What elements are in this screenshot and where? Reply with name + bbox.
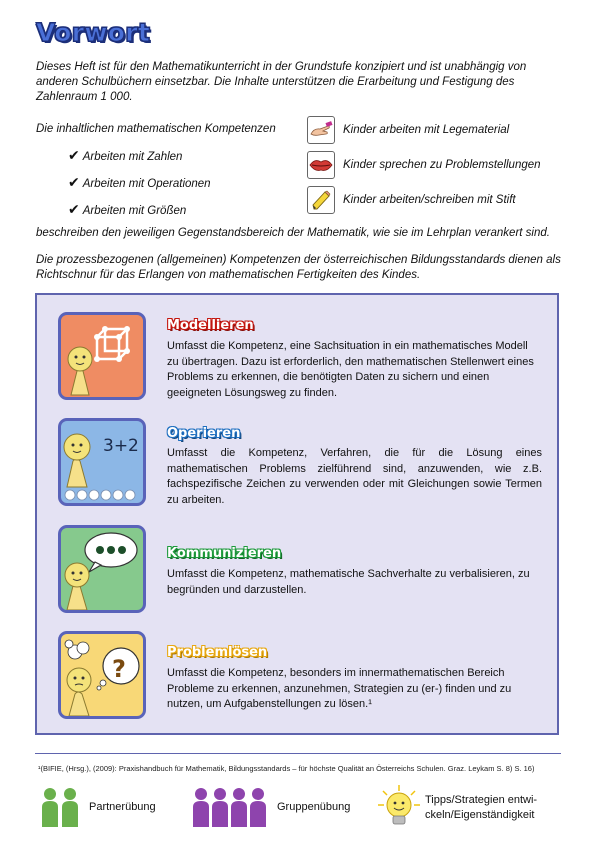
competence-item: ✔ Arbeiten mit Größen (68, 201, 187, 217)
competence-text: Umfasst die Kompetenz, eine Sachsituation in ein mathematisches Modell zu übertragen. Dazu ist erforderlich, den mathematischen Stellenwert eines Problems zu erkennen, die benötigten Daten zu sichern und einen geeigneten Lösungsweg zu finden. (167, 340, 534, 399)
description-paragraph: Die prozessbezogenen (allgemeinen) Kompetenzen der österreichischen Bildungsstandards dienen als Richtschnur für das Erlangen von mathematischen Fertigkeiten des Kindes. (36, 254, 561, 281)
footnote: ¹(BIFIE, (Hrsg.), (2009): Praxishandbuch für Mathematik, Bildungsstandards – für höchste Qualität an Österreichs Schulen. Graz. Leykam S. 8) S. 16) (38, 764, 535, 773)
question-mark: ? (112, 655, 126, 683)
competence-heading: Problemlösen (167, 645, 268, 660)
pencil-icon (307, 186, 335, 214)
legend-group-label: Gruppenübung (277, 801, 351, 813)
icon-legend-label: Kinder arbeiten/schreiben mit Stift (343, 194, 516, 206)
mouth-icon (307, 151, 335, 179)
modelling-illustration (58, 312, 146, 400)
legend-partner-label: Partnerübung (89, 801, 156, 813)
hand-icon (307, 116, 335, 144)
partner-exercise-icon (40, 787, 80, 832)
competence-item: ✔ Arbeiten mit Zahlen (68, 147, 183, 163)
problem-solving-illustration (58, 631, 146, 719)
operating-illustration (58, 418, 146, 506)
competence-heading: Kommunizieren (167, 546, 282, 561)
intro-paragraph: Dieses Heft ist für den Mathematikunterricht in der Grundstufe konzipiert und ist unabhängig von anderen Schulbüchern einsetzbar. Die Inhalte unterstützen die Erarbeitung und Festigung des Zahlenraum 1 000. (36, 61, 527, 103)
competence-text: Umfasst die Kompetenz, besonders im innermathematischen Bereich Probleme zu erkennen, anzunehmen, Strategien zu (er-) finden und zu nutzen, um Aufgabenstellungen zu lösen.¹ (167, 667, 512, 710)
communicating-illustration (58, 525, 146, 613)
competence-text: Umfasst die Kompetenz, Verfahren, die für die Lösung eines mathematischen Problems zielführend sind, anzuwenden, wie z.B. fachspezifische Zeichen zu verwenden oder mit Gleichungen sowie Termen zu arbeiten. (167, 447, 542, 506)
math-expression: 3+2 (103, 436, 139, 456)
checkmark-icon: ✔ (68, 174, 80, 190)
icon-legend-label: Kinder arbeiten mit Legematerial (343, 124, 510, 136)
checkmark-icon: ✔ (68, 147, 80, 163)
competence-heading: Operieren (167, 426, 241, 441)
group-exercise-icon (191, 787, 269, 832)
icon-legend-label: Kinder sprechen zu Problemstellungen (343, 159, 541, 171)
competences-intro: Die inhaltlichen mathematischen Kompetenzen (36, 123, 276, 135)
competence-heading: Modellieren (167, 318, 254, 333)
footer-divider (35, 753, 561, 754)
page-title: Vorwort (36, 18, 151, 47)
checkmark-icon: ✔ (68, 201, 80, 217)
description-paragraph: beschreiben den jeweiligen Gegenstandsbereich der Mathematik, wie sie im Lehrplan verankert sind. (36, 227, 550, 239)
legend-tips-label: Tipps/Strategien entwi- ckeln/Eigenständigkeit (425, 794, 538, 821)
competence-text: Umfasst die Kompetenz, mathematische Sachverhalte zu verbalisieren, zu begründen und darzustellen. (167, 568, 530, 596)
lightbulb-tips-icon (378, 785, 420, 834)
competence-item: ✔ Arbeiten mit Operationen (68, 174, 211, 190)
